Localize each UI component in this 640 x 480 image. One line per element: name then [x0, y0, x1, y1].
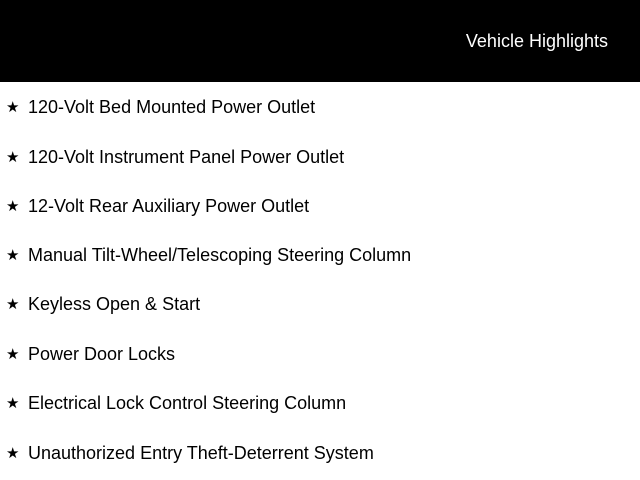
- page-title: Vehicle Highlights: [465, 31, 608, 51]
- highlight-label: Manual Tilt-Wheel/Telescoping Steering Column: [28, 245, 412, 265]
- highlight-label: 12-Volt Rear Auxiliary Power Outlet: [28, 196, 310, 216]
- highlight-label: 120-Volt Bed Mounted Power Outlet: [28, 97, 316, 117]
- star-icon: ★: [6, 98, 20, 116]
- list-item: [0, 194, 640, 220]
- list-item: [0, 95, 640, 121]
- star-icon: ★: [6, 197, 20, 215]
- list-item: [0, 441, 640, 467]
- header-bar: [0, 0, 640, 82]
- list-item: [0, 391, 640, 417]
- list-item: [0, 145, 640, 171]
- highlight-label: 120-Volt Instrument Panel Power Outlet: [28, 147, 345, 167]
- highlight-label: Power Door Locks: [28, 344, 176, 364]
- star-icon: ★: [6, 394, 20, 412]
- list-item: [0, 342, 640, 368]
- star-icon: ★: [6, 295, 20, 313]
- star-icon: ★: [6, 345, 20, 363]
- star-icon: ★: [6, 444, 20, 462]
- star-icon: ★: [6, 148, 20, 166]
- highlight-label: Electrical Lock Control Steering Column: [28, 393, 347, 413]
- star-icon: ★: [6, 246, 20, 264]
- highlight-label: Unauthorized Entry Theft-Deterrent System: [28, 443, 374, 463]
- list-item: [0, 292, 640, 318]
- highlight-label: Keyless Open & Start: [28, 294, 201, 314]
- list-item: [0, 243, 640, 269]
